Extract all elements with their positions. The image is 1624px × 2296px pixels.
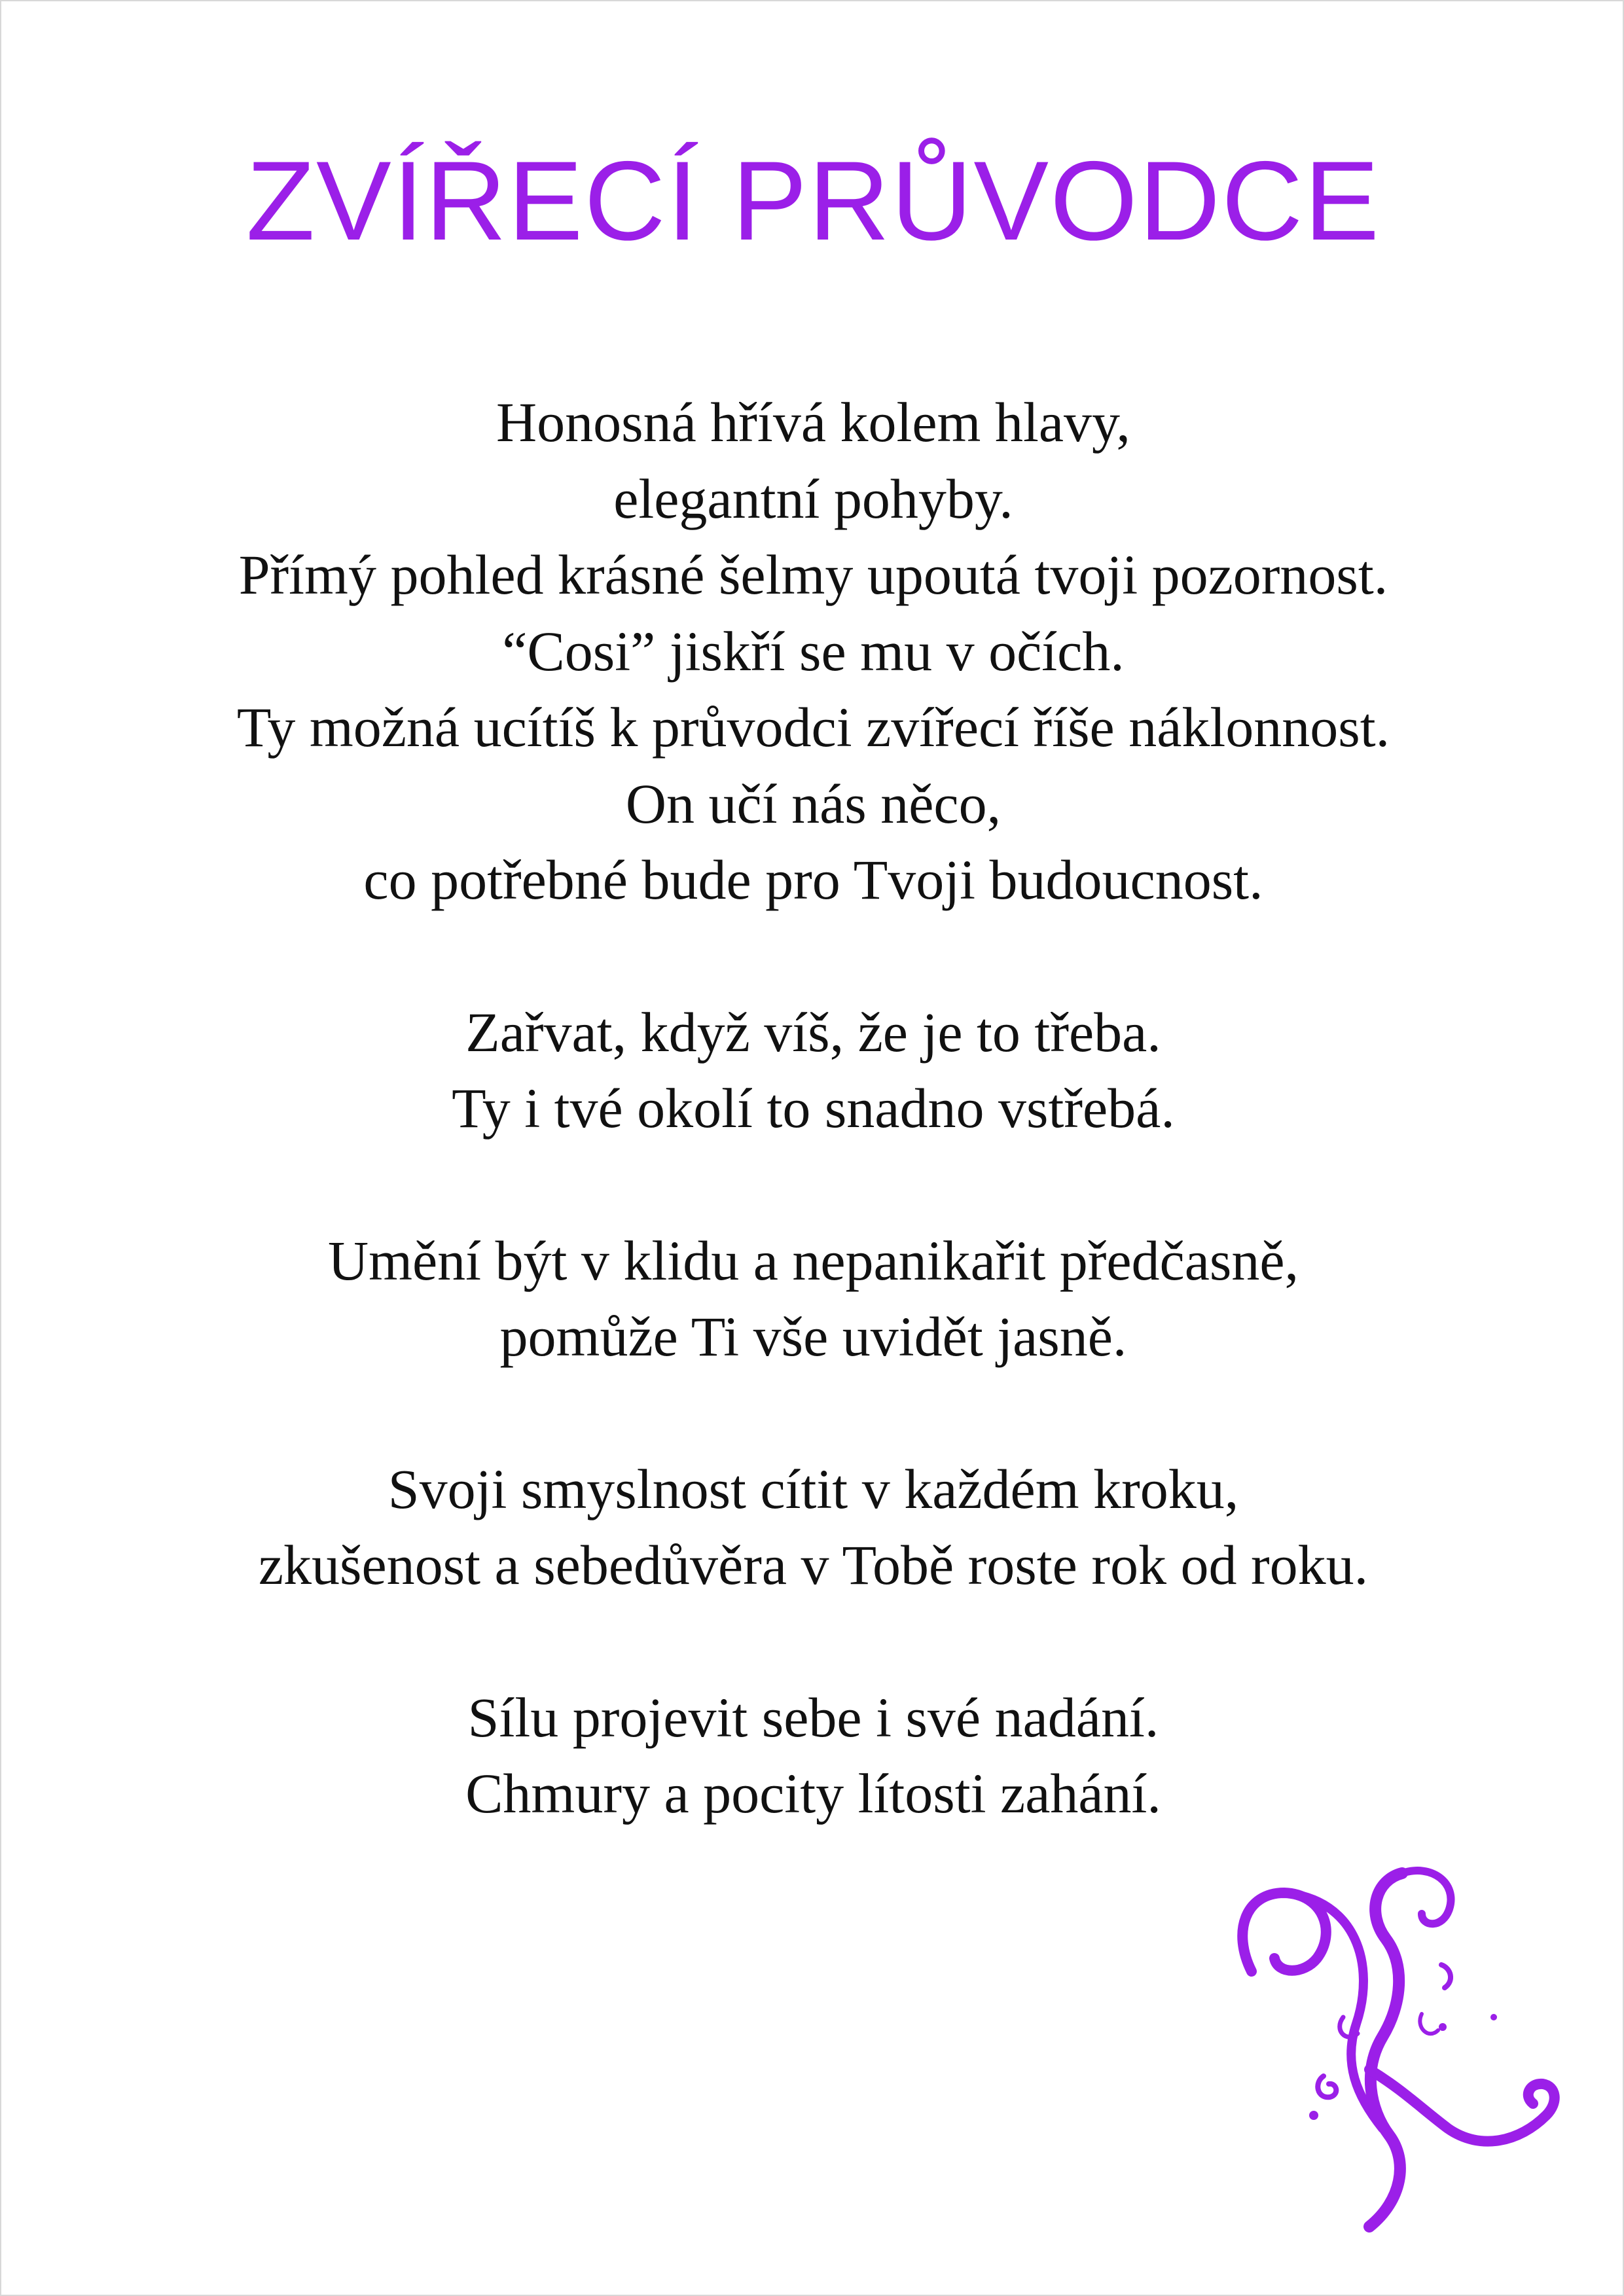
poem-line: Přímý pohled krásné šelmy upoutá tvoji pozornost. <box>238 543 1388 606</box>
poem-line: Ty i tvé okolí to snadno vstřebá. <box>452 1077 1175 1139</box>
stanza-5 <box>1 1679 1624 1832</box>
poem-line: pomůže Ti vše uvidět jasně. <box>499 1305 1127 1368</box>
poem-line: Ty možná ucítíš k průvodci zvířecí říše náklonnost. <box>236 696 1390 759</box>
poem-line: Chmury a pocity lítosti zahání. <box>465 1762 1161 1825</box>
poem-line: Sílu projevit sebe i své nadání. <box>467 1685 1159 1749</box>
stanza-4 <box>1 1451 1624 1604</box>
poem-line: Honosná hřívá kolem hlavy, <box>496 391 1130 454</box>
calligraphic-signature-ornament-icon <box>1206 1854 1572 2233</box>
poem-line: co potřebné bude pro Tvoji budoucnost. <box>363 848 1263 911</box>
stanza-3 <box>1 1223 1624 1375</box>
stanza-1 <box>1 384 1624 918</box>
poem-line: Svoji smyslnost cítit v každém kroku, <box>388 1457 1239 1520</box>
poem-line: zkušenost a sebedůvěra v Tobě roste rok od roku. <box>258 1534 1369 1596</box>
poem-line: Umění být v klidu a nepanikařit předčasně, <box>327 1229 1299 1292</box>
poem-title: ZVÍŘECÍ PRŮVODCE <box>245 138 1381 264</box>
poem-line: elegantní pohyby. <box>613 467 1013 530</box>
poem-body <box>1 384 1624 1832</box>
stanza-2 <box>1 994 1624 1147</box>
poem-line: On učí nás něco, <box>625 772 1001 835</box>
poem-line: “Cosi” jiskří se mu v očích. <box>502 619 1125 683</box>
poem-line: Zařvat, když víš, že je to třeba. <box>465 1000 1161 1064</box>
